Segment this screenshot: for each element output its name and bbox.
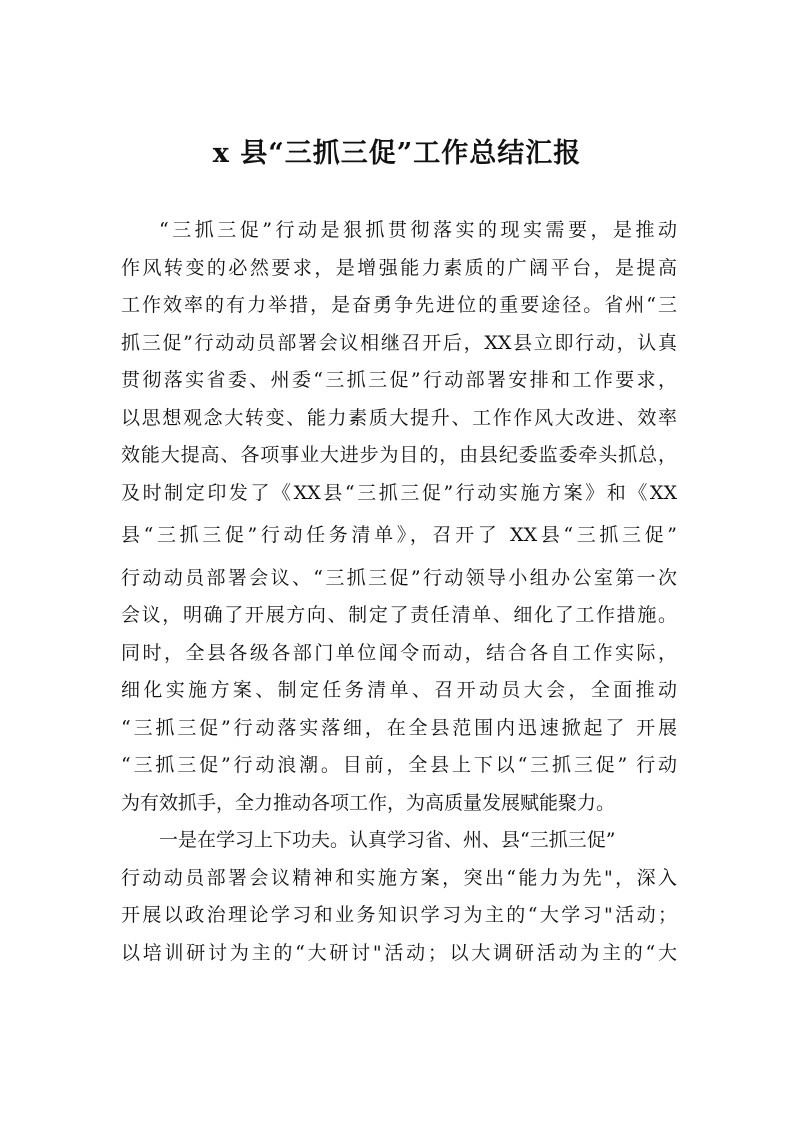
- paragraph-line: 为有效抓手，全力推动各项工作，为高质量发展赋能聚力。: [121, 791, 616, 814]
- paragraph-line: 作风转变的必然要求，是增强能力素质的广阔平台，是提高: [121, 256, 677, 279]
- paragraph-line: “三抓三促”行动落实落细，在全县范围内迅速掀起了 开展: [121, 716, 677, 739]
- paragraph-line: 以培训研讨为主的“大研讨"活动；以大调研活动为主的“大: [121, 941, 677, 964]
- paragraph-line: “三抓三促”行动是狠抓贯彻落实的现实需要，是推动: [159, 219, 677, 241]
- paragraph-line: 贯彻落实省委、州委“三抓三促”行动部署安排和工作要求，: [121, 369, 677, 391]
- paragraph-line: 同时，全县各级各部门单位闻令而动，结合各自工作实际，: [121, 641, 677, 664]
- paragraph-line: 及时制定印发了《XX县“三抓三促”行动实施方案》和《XX: [121, 481, 677, 504]
- paragraph-line: 以思想观念大转变、能力素质大提升、工作作风大改进、效率: [121, 406, 677, 429]
- paragraph-line: 效能大提高、各项事业大进步为目的，由县纪委监委牵头抓总，: [121, 444, 677, 466]
- document-title: x 县“三抓三促”工作总结汇报: [212, 138, 582, 169]
- paragraph-line: 会议，明确了开展方向、制定了责任清单、细化了工作措施。: [121, 604, 677, 626]
- paragraph-line: 一是在学习上下功夫。认真学习省、州、县“三抓三促”: [159, 829, 616, 851]
- paragraph-line: 行动动员部署会议、“三抓三促”行动领导小组办公室第一次: [121, 566, 677, 589]
- paragraph-line: 工作效率的有力举措，是奋勇争先进位的重要途径。省州“三: [121, 294, 677, 316]
- paragraph-line: 开展以政治理论学习和业务知识学习为主的“大学习"活动；: [121, 904, 677, 926]
- paragraph-line: 抓三促”行动动员部署会议相继召开后，XX县立即行动，认真: [121, 331, 677, 354]
- document-body: [121, 212, 677, 972]
- paragraph-line: 细化实施方案、制定任务清单、召开动员大会，全面推动: [121, 679, 677, 701]
- paragraph-line: “三抓三促”行动浪潮。目前，全县上下以“三抓三促” 行动: [121, 754, 677, 776]
- paragraph-line: 县“三抓三促”行动任务清单》，召开了 XX县“三抓三促”: [121, 524, 677, 546]
- paragraph-line: 行动动员部署会议精神和实施方案，突出“能力为先"，深入: [121, 866, 677, 889]
